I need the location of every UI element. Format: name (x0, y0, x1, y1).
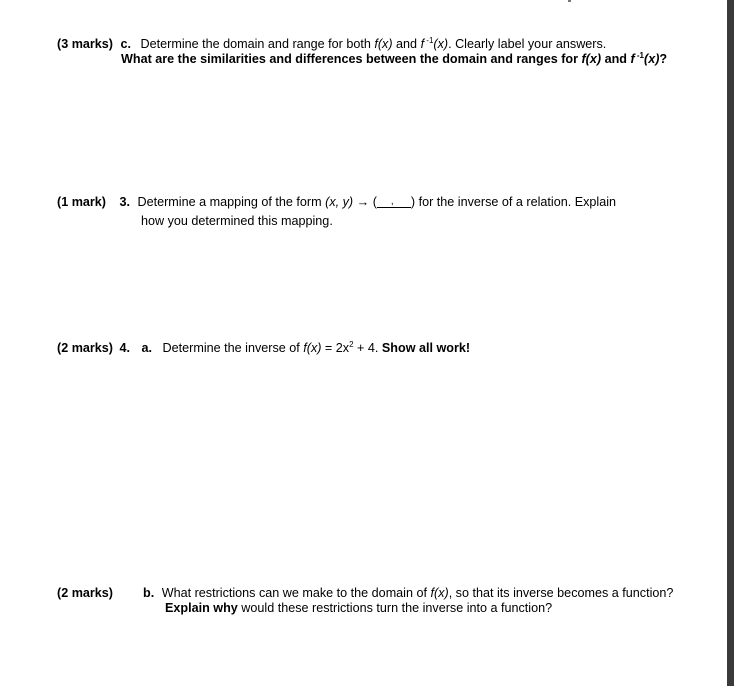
question-4b-label: b. (143, 586, 155, 600)
question-3c-line2-q: ? (659, 52, 668, 66)
question-4b-explain: Explain why (165, 601, 238, 615)
question-4b-line1 (143, 585, 673, 601)
question-3-xy: (x, y) (325, 195, 354, 209)
question-3-text-b: ) for the inverse of a relation. Explain (410, 195, 617, 209)
question-3c-finv-sup: -1 (424, 36, 434, 45)
question-4b-line2-text: would these restrictions turn the inverse into a function? (237, 601, 553, 615)
question-4a-text: Determine the inverse of (162, 341, 304, 355)
question-3c-line1 (57, 36, 606, 52)
question-3c-text-a: Determine the domain and range for both (140, 37, 375, 51)
question-3-marks: (1 mark) (57, 195, 106, 209)
page-top-mark (568, 0, 571, 2)
question-4a-eq: = 2x (321, 341, 350, 355)
question-4b-fx: f(x) (430, 586, 449, 600)
question-3-line1 (57, 194, 616, 210)
question-3c-line2-arg: (x) (644, 52, 660, 66)
question-3-label: 3. (119, 195, 131, 209)
question-4a-number: 4. (119, 341, 131, 355)
question-4a-label: a. (141, 341, 153, 355)
question-3c-text-b: and (392, 37, 421, 51)
question-3c-finv-arg: (x) (433, 37, 449, 51)
question-3c-label: c. (120, 37, 132, 51)
question-3c-line2 (121, 51, 667, 67)
question-4b-marks: (2 marks) (57, 586, 114, 600)
question-3c-finv: f (420, 37, 425, 51)
question-4a-line (57, 340, 470, 356)
question-3-arrow: → ( (353, 195, 377, 209)
question-3c-fx: f(x) (374, 37, 393, 51)
question-3c-line2-sup: -1 (634, 51, 645, 60)
question-3c-text-c: . Clearly label your answers. (448, 37, 607, 51)
question-3c-line2-text: What are the similarities and differences between the domain and ranges for (121, 52, 582, 66)
question-3c-marks: (3 marks) (57, 37, 114, 51)
question-3c-line2-f: f (630, 52, 635, 66)
question-3c-line2-fx: f(x) (581, 52, 602, 66)
question-4a-show-work: Show all work! (381, 341, 471, 355)
question-3c-line2-and: and (601, 52, 631, 66)
question-3-text-a: Determine a mapping of the form (137, 195, 326, 209)
question-4b-text-a: What restrictions can we make to the domain of (161, 586, 431, 600)
question-4a-fx: f(x) (303, 341, 322, 355)
question-4a-marks: (2 marks) (57, 341, 114, 355)
question-4b-text-b: , so that its inverse becomes a function? (448, 586, 674, 600)
question-3-line2: how you determined this mapping. (141, 214, 333, 228)
mapping-blank (377, 196, 411, 208)
mapping-blank-comma: , (390, 196, 394, 207)
question-4b-line2 (165, 600, 552, 616)
question-4a-rest: + 4. (353, 341, 382, 355)
viewer-right-edge (727, 0, 734, 686)
question-4a-sup: 2 (349, 340, 354, 349)
